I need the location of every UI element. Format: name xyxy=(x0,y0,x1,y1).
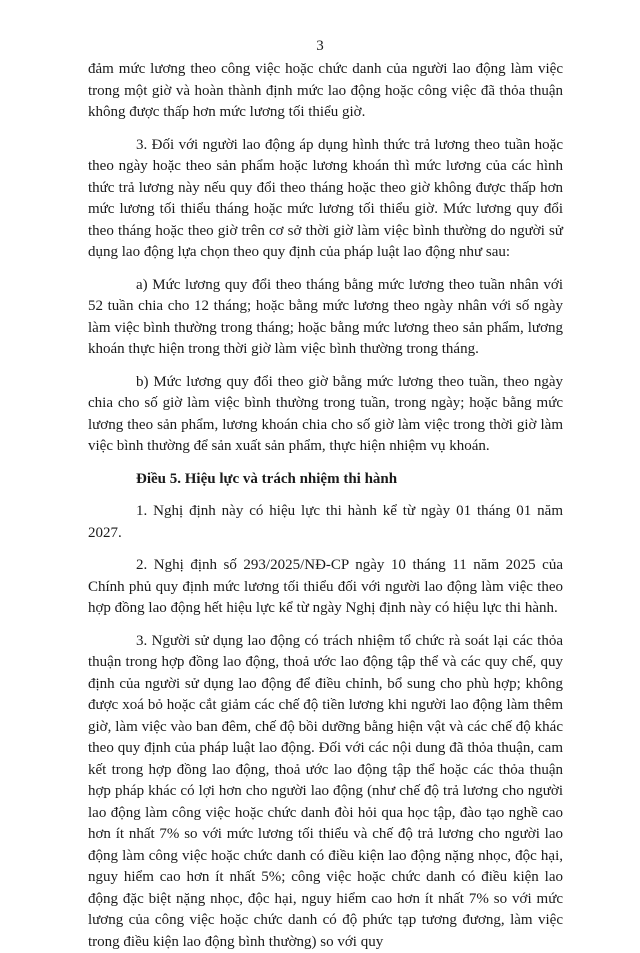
paragraph-article5-clause-3: 3. Người sử dụng lao động có trách nhiệm tổ chức rà soát lại các thỏa thuận trong hợp đồng lao động, thoả ước lao động tập thể và các quy chế, quy định của người sử dụng lao động để điều chỉnh, bổ sung cho phù hợp; không được xoá bỏ hoặc cắt giảm các chế độ tiền lương khi người lao động làm thêm giờ, làm việc vào ban đêm, chế độ bồi dưỡng bằng hiện vật và các chế độ khác theo quy định của pháp luật lao động. Đối với các nội dung đã thỏa thuận, cam kết trong hợp đồng lao động, thoả ước lao động tập thể hoặc các thỏa thuận hợp pháp khác có lợi hơn cho người lao động (như chế độ trả lương cho người lao động làm công việc hoặc chức danh đòi hỏi qua học tập, đào tạo nghề cao hơn ít nhất 7% so với mức lương tối thiểu và chế độ trả lương cho người lao động làm công việc hoặc chức danh có điều kiện lao động nặng nhọc, độc hại, nguy hiểm cao hơn ít nhất 5%; công việc hoặc chức danh có điều kiện lao động đặc biệt nặng nhọc, độc hại, nguy hiểm cao hơn ít nhất 7% so với mức lương của công việc hoặc chức danh có độ phức tạp tương đương, làm việc trong điều kiện lao động bình thường) so với quy xyxy=(88,631,563,953)
paragraph-article5-clause-1: 1. Nghị định này có hiệu lực thi hành kể từ ngày 01 tháng 01 năm 2027. xyxy=(88,501,563,544)
paragraph-point-a: a) Mức lương quy đổi theo tháng bằng mức lương theo tuần nhân với 52 tuần chia cho 12 tháng; hoặc bằng mức lương theo ngày nhân với số ngày làm việc bình thường trong tháng; hoặc bằng mức lương theo sản phẩm, lương khoán thực hiện trong thời giờ làm việc bình thường trong tháng. xyxy=(88,275,563,361)
paragraph-point-b: b) Mức lương quy đổi theo giờ bằng mức lương theo tuần, theo ngày chia cho số giờ làm việc bình thường trong tuần, trong ngày; hoặc bằng mức lương theo sản phẩm, lương khoán chia cho số giờ làm việc trong thời giờ làm việc bình thường để sản xuất sản phẩm, thực hiện nhiệm vụ khoán. xyxy=(88,372,563,458)
paragraph-continuation: đảm mức lương theo công việc hoặc chức danh của người lao động làm việc trong một giờ và hoàn thành định mức lao động hoặc công việc đã thỏa thuận không được thấp hơn mức lương tối thiểu giờ. xyxy=(88,59,563,124)
paragraph-clause-3: 3. Đối với người lao động áp dụng hình thức trả lương theo tuần hoặc theo ngày hoặc theo sản phẩm hoặc lương khoán thì mức lương của các hình thức trả lương này nếu quy đổi theo tháng hoặc theo giờ không được thấp hơn mức lương tối thiểu tháng hoặc mức lương tối thiểu giờ. Mức lương quy đổi theo tháng hoặc theo giờ trên cơ sở thời giờ làm việc bình thường do người sử dụng lao động lựa chọn theo quy định của pháp luật lao động như sau: xyxy=(88,135,563,264)
article-5-heading: Điều 5. Hiệu lực và trách nhiệm thi hành xyxy=(88,469,563,491)
page-number: 3 xyxy=(0,38,640,55)
document-body xyxy=(88,59,563,953)
paragraph-article5-clause-2: 2. Nghị định số 293/2025/NĐ-CP ngày 10 tháng 11 năm 2025 của Chính phủ quy định mức lương tối thiểu đối với người lao động làm việc theo hợp đồng lao động hết hiệu lực kể từ ngày Nghị định này có hiệu lực thi hành. xyxy=(88,555,563,620)
